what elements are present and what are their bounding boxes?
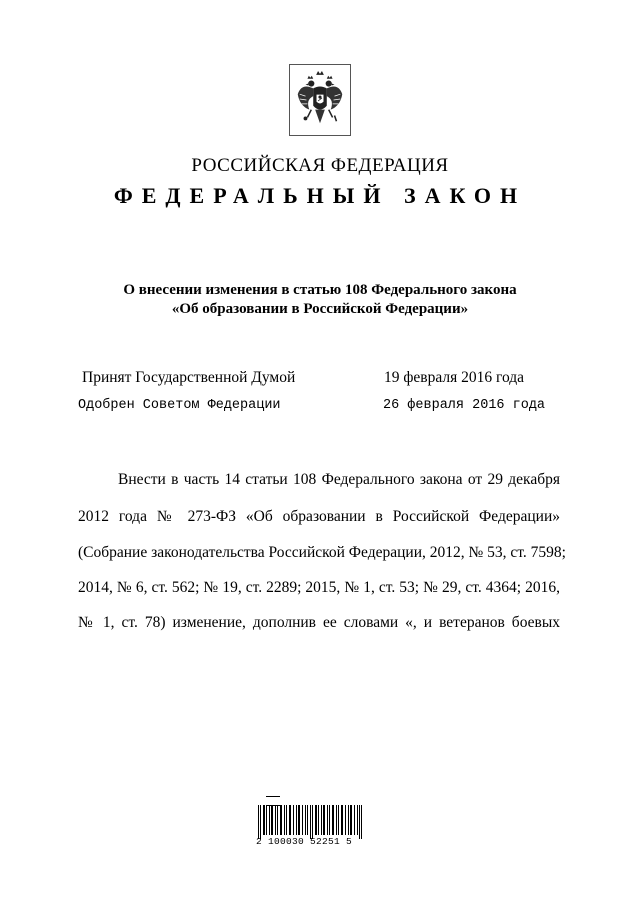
- country-heading: РОССИЙСКАЯ ФЕДЕРАЦИЯ: [191, 155, 449, 176]
- barcode: [256, 796, 376, 852]
- council-label: Одобрен Советом Федерации: [78, 398, 281, 413]
- barcode-icon: [256, 805, 368, 839]
- body-line: № 1, ст. 78) изменение, дополнив ее словами «, и ветеранов боевых: [78, 614, 560, 631]
- coat-of-arms-icon: [289, 64, 351, 136]
- body-line: 2014, № 6, ст. 562; № 19, ст. 2289; 2015, № 1, ст. 53; № 29, ст. 4364; 2016,: [78, 579, 560, 596]
- duma-label: Принят Государственной Думой: [82, 369, 296, 386]
- emblem-drawing: [290, 65, 350, 135]
- duma-date: 19 февраля 2016 года: [384, 369, 525, 386]
- law-subject-line-2: «Об образовании в Российской Федерации»: [171, 301, 469, 317]
- law-subject-line-1: О внесении изменения в статью 108 Федерального закона: [123, 282, 517, 298]
- barcode-number: 2 100030 52251 5: [256, 836, 353, 847]
- body-line: (Собрание законодательства Российской Федерации, 2012, № 53, ст. 7598;: [78, 544, 566, 561]
- law-type-heading: ФЕДЕРАЛЬНЫЙ ЗАКОН: [113, 183, 527, 208]
- law-subject: [0, 281, 640, 319]
- body-line: 2012 года № 273-ФЗ «Об образовании в Российской Федерации»: [78, 508, 560, 525]
- body-line: Внести в часть 14 статьи 108 Федерального закона от 29 декабря: [118, 471, 560, 488]
- council-date: 26 февраля 2016 года: [383, 398, 546, 413]
